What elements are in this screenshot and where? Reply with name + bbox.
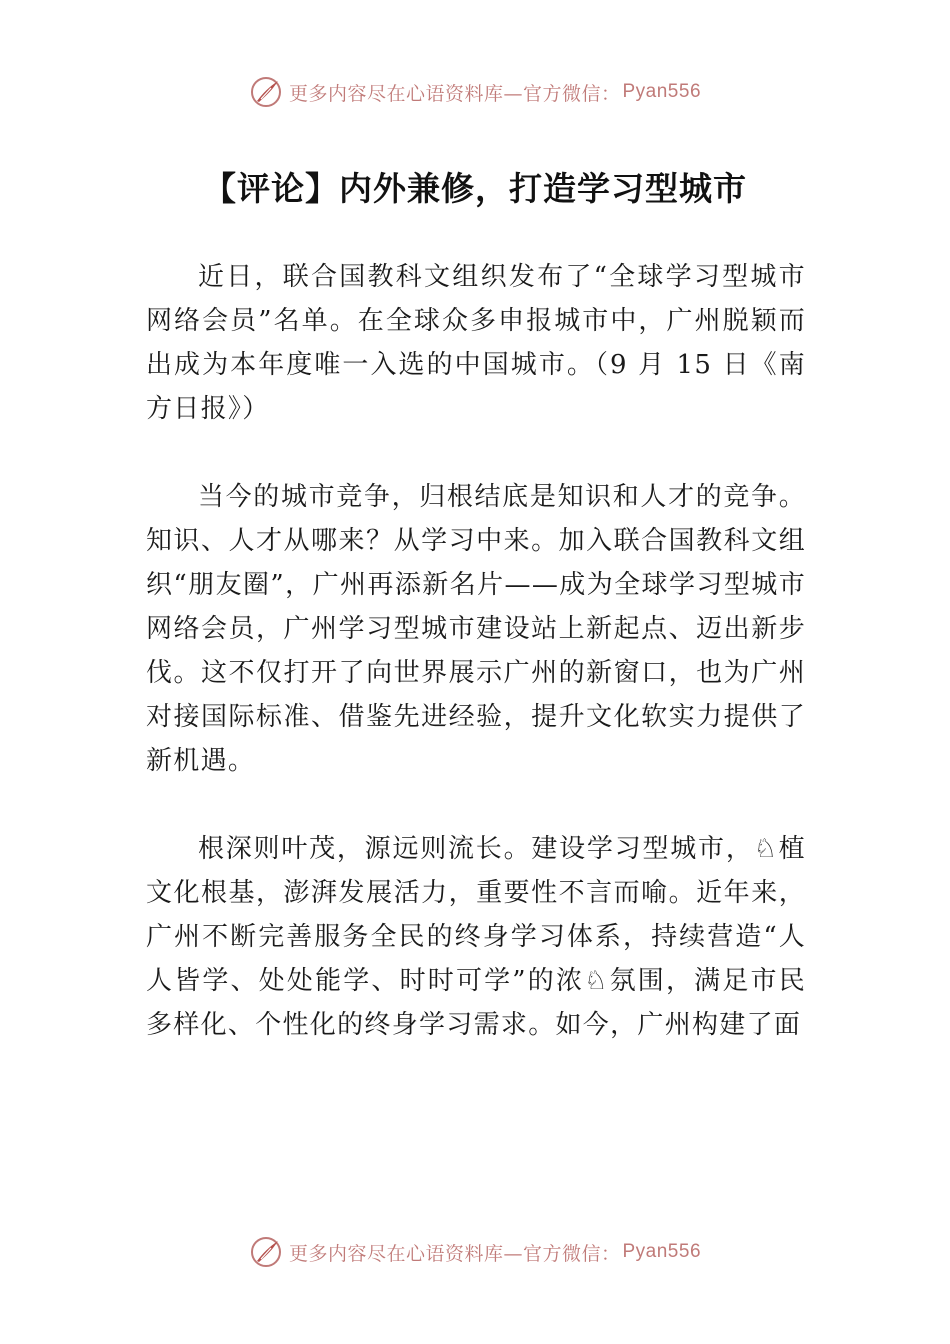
article-body (146, 255, 806, 1091)
footer-banner (0, 1232, 950, 1272)
quill-logo-icon (249, 1235, 283, 1269)
footer-wechat-handle: Pyan556 (622, 1241, 702, 1262)
header-wechat-handle: Pyan556 (622, 81, 702, 102)
header-banner (0, 72, 950, 112)
article-title: 【评论】内外兼修，打造学习型城市 (203, 169, 747, 208)
footer-banner-text: 更多内容尽在心语资料库—官方微信： (288, 1242, 621, 1265)
quill-logo-icon (249, 75, 283, 109)
header-banner-text: 更多内容尽在心语资料库—官方微信： (288, 82, 621, 105)
article-paragraph-1: 近日，联合国教科文组织发布了“全球学习型城市网络会员”名单。在全球众多申报城市中，广州脱颖而出成为本年度唯一入选的中国城市。（9 月 15 日《南方日报》） (146, 262, 806, 424)
article-paragraph-3: 根深则叶茂，源远则流长。建设学习型城市，♘植文化根基，澎湃发展活力，重要性不言而喻。近年来，广州不断完善服务全民的终身学习体系，持续营造“人人皆学、处处能学、时时可学”的浓♘氛围，满足市民多样化、个性化的终身学习需求。如今，广州构建了面 (146, 834, 806, 1040)
article-paragraph-2: 当今的城市竞争，归根结底是知识和人才的竞争。知识、人才从哪来？从学习中来。加入联合国教科文组织“朋友圈”，广州再添新名片——成为全球学习型城市网络会员，广州学习型城市建设站上新起点、迈出新步伐。这不仅打开了向世界展示广州的新窗口，也为广州对接国际标准、借鉴先进经验，提升文化软实力提供了新机遇。 (146, 482, 806, 776)
